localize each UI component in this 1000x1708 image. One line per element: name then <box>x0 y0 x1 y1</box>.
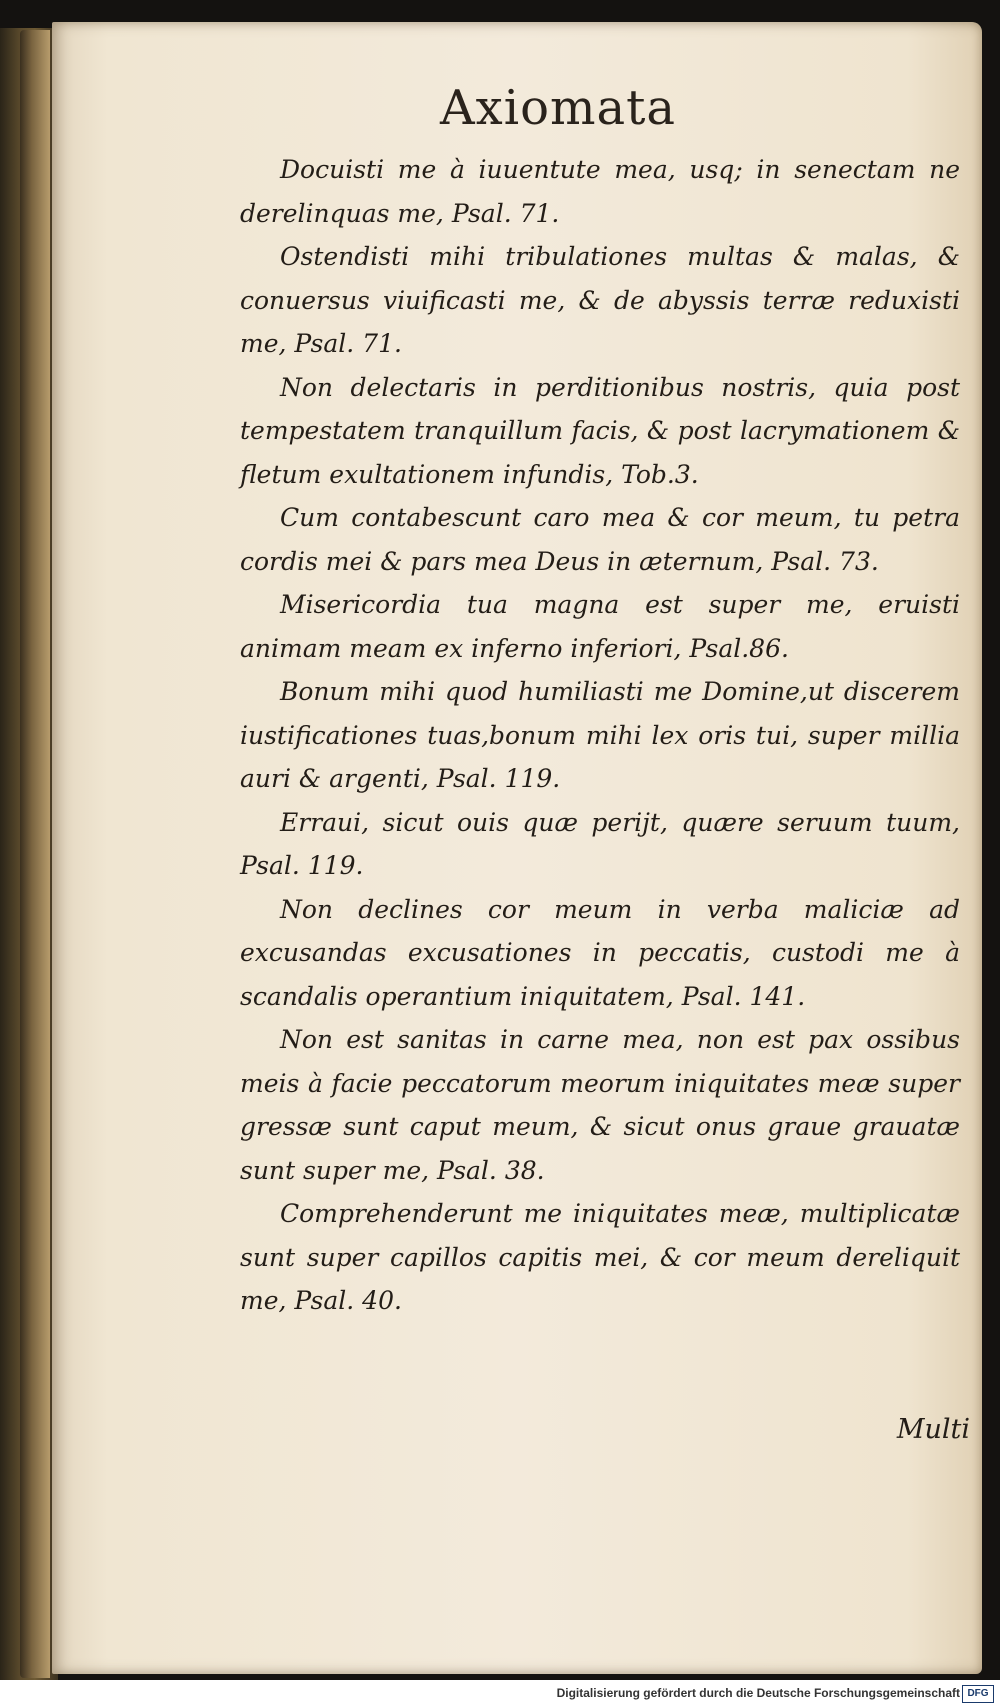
paragraph: Bonum mihi quod humiliasti me Domine,ut discerem iustificationes tuas,bonum mihi lex oris tui, super millia auri & argenti, Psal. 119. <box>240 677 960 793</box>
footer-credit: Digitalisierung gefördert durch die Deutsche Forschungsgemeinschaft <box>556 1686 960 1700</box>
catchword: Multi <box>896 1414 970 1445</box>
paragraph: Ostendisti mihi tribulationes multas & malas, & conuersus viuificasti me, & de abyssis terræ reduxisti me, Psal. 71. <box>240 242 960 358</box>
paragraph: Docuisti me à iuuentute mea, usq; in senectam ne derelinquas me, Psal. 71. <box>240 155 960 228</box>
paragraph: Erraui, sicut ouis quæ perijt, quære seruum tuum, Psal. 119. <box>240 807 960 880</box>
paragraph: Non declines cor meum in verba maliciæ ad excusandas excusationes in peccatis, custodi me à scandalis operantium iniquitatem, Psal. 141. <box>240 894 960 1011</box>
paragraph: Non est sanitas in carne mea, non est pax ossibus meis à facie peccatorum meorum iniquitates meæ super gressæ sunt caput meum, & sicut onus graue grauatæ sunt super me, Psal. 38. <box>240 1025 960 1185</box>
page-edge <box>20 30 50 1678</box>
dfg-logo-icon: DFG <box>962 1685 994 1703</box>
paragraph: Comprehenderunt me iniquitates meæ, multiplicatæ sunt super capillos capitis mei, & cor meum dereliquit me, Psal. 40. <box>240 1199 960 1315</box>
page-body <box>240 148 960 1323</box>
paragraph: Cum contabescunt caro mea & cor meum, tu petra cordis mei & pars mea Deus in æternum, Psal. 73. <box>240 503 960 576</box>
paragraph: Non delectaris in perditionibus nostris, quia post tempestatem tranquillum facis, & post lacrymationem & fletum exultationem infundis, Tob.3. <box>240 372 960 489</box>
paragraph: Misericordia tua magna est super me, eruisti animam meam ex inferno inferiori, Psal.86. <box>240 590 960 663</box>
page-heading: Axiomata <box>440 80 677 136</box>
footer-bar <box>0 1680 1000 1708</box>
